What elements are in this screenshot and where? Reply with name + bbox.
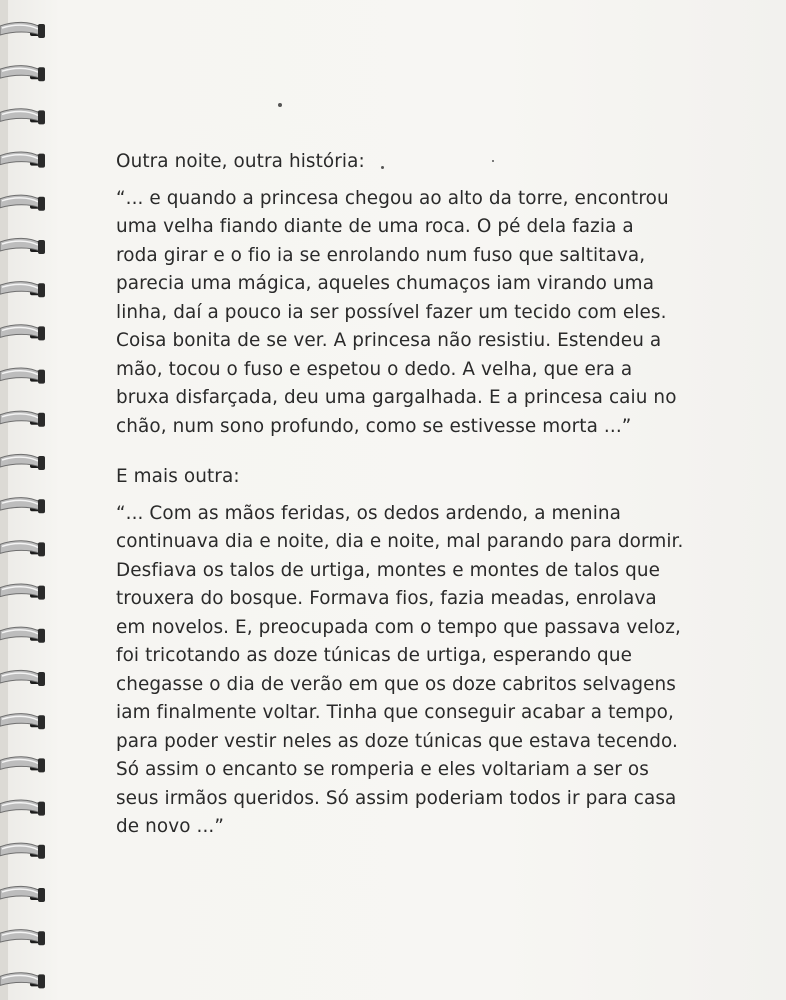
- story-one-line: Coisa bonita de se ver. A princesa não resistiu. Estendeu a: [116, 330, 662, 351]
- story-two-line: para poder vestir neles as doze túnicas que estava tecendo.: [116, 730, 678, 752]
- spiral-binding: [0, 0, 60, 1000]
- story-one-line: linha, daí a pouco ia ser possível fazer um tecido com eles.: [116, 301, 667, 323]
- story-one-line: chão, num sono profundo, como se estivesse morta ...”: [116, 415, 632, 437]
- story-two-line: Desfiava os talos de urtiga, montes e montes de talos que: [116, 559, 661, 581]
- second-label: E mais outra:: [116, 466, 240, 487]
- story-one-line: roda girar e o fio ia se enrolando num fuso que saltitava,: [116, 244, 646, 266]
- story-one-line: “... e quando a princesa chegou ao alto da torre, encontrou: [116, 187, 669, 209]
- story-two-line: continuava dia e noite, dia e noite, mal parando para dormir.: [116, 531, 684, 552]
- story-text: [116, 148, 756, 842]
- story-one-line: bruxa disfarçada, deu uma gargalhada. E a princesa caiu no: [116, 387, 677, 408]
- story-two-line: iam finalmente voltar. Tinha que conseguir acabar a tempo,: [116, 702, 674, 723]
- paper-speck: [278, 103, 282, 107]
- intro-label: Outra noite, outra história:: [116, 151, 365, 172]
- story-two-line: seus irmãos queridos. Só assim poderiam todos ir para casa: [116, 787, 677, 809]
- story-one-line: uma velha fiando diante de uma roca. O pé dela fazia a: [116, 216, 634, 237]
- story-one-line: mão, tocou o fuso e espetou o dedo. A velha, que era a: [116, 358, 633, 380]
- story-two-line: foi tricotando as doze túnicas de urtiga, esperando que: [116, 645, 633, 666]
- spiral-rings: [0, 0, 60, 1000]
- story-two-line: de novo ...”: [116, 816, 224, 837]
- story-one-line: parecia uma mágica, aqueles chumaços iam virando uma: [116, 273, 655, 294]
- story-two-line: “... Com as mãos feridas, os dedos ardendo, a menina: [116, 502, 622, 524]
- story-two-line: trouxera do bosque. Formava fios, fazia meadas, enrolava: [116, 588, 657, 609]
- story-two-line: Só assim o encanto se romperia e eles voltariam a ser os: [116, 759, 649, 780]
- story-two-line: em novelos. E, preocupada com o tempo que passava veloz,: [116, 616, 681, 638]
- story-two-line: chegasse o dia de verão em que os doze cabritos selvagens: [116, 673, 676, 695]
